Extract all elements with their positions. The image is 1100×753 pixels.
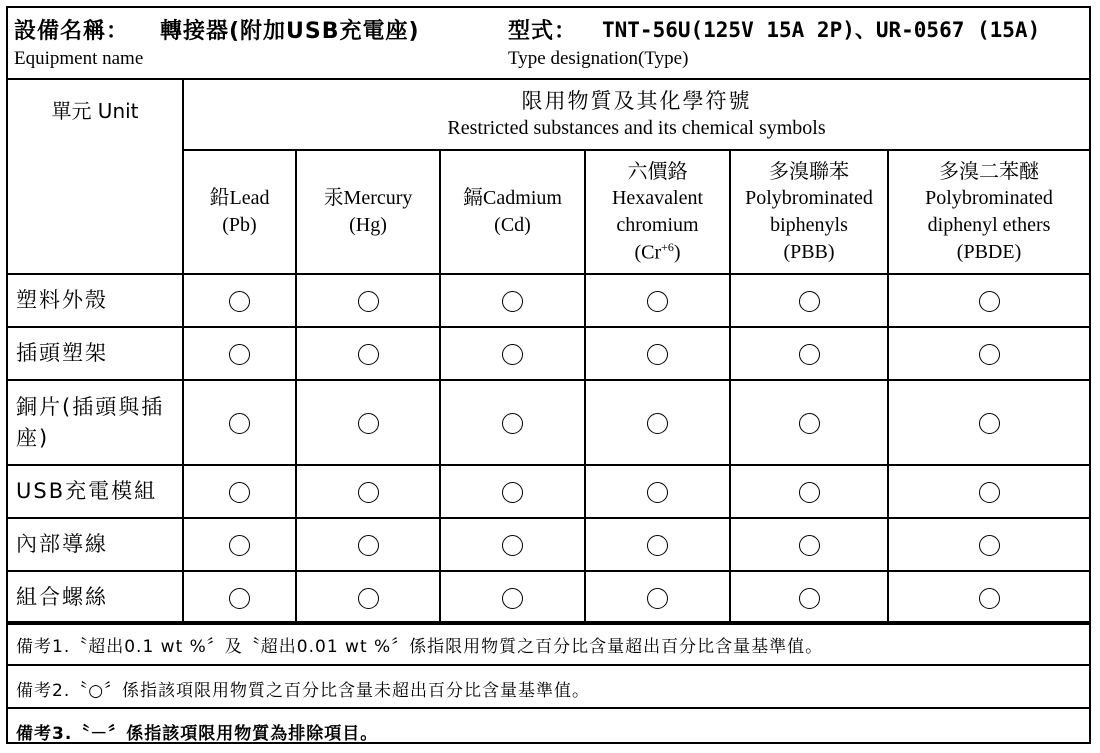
compliance-cell	[440, 327, 585, 380]
column-header-chromium-en2: chromium	[616, 213, 699, 236]
column-header-pbb-zh: 多溴聯苯	[769, 159, 849, 183]
column-header-mercury-symbol: (Hg)	[349, 214, 387, 236]
compliance-mark-circle	[799, 291, 820, 312]
compliance-mark-circle	[799, 535, 820, 556]
compliance-cell	[730, 380, 888, 465]
column-header-chromium-symbol: $(Cr^{+6})$	[634, 239, 681, 264]
type-value: TNT-56U(125V 15A 2P)、UR-0567 (15A)	[602, 18, 1041, 42]
compliance-cell	[183, 380, 296, 465]
compliance-mark-circle	[799, 344, 820, 365]
compliance-mark-circle	[799, 482, 820, 503]
remark-2: 備考2.〝○〞係指該項限用物質之百分比含量未超出百分比含量基準值。	[16, 681, 591, 701]
compliance-cell	[730, 518, 888, 571]
column-header-chromium-en1: Hexavalent	[611, 186, 704, 209]
compliance-mark-circle	[979, 413, 1000, 434]
compliance-mark-circle	[647, 291, 668, 312]
compliance-cell	[183, 571, 296, 624]
compliance-mark-circle	[358, 588, 379, 609]
equipment-name-label: 設備名稱：	[14, 19, 130, 44]
column-header-lead	[183, 150, 296, 274]
compliance-cell	[585, 327, 730, 380]
column-header-pbb-en2: biphenyls	[770, 214, 848, 236]
equipment-name-label-en: Equipment name	[14, 48, 144, 69]
restricted-substances-title-en: Restricted substances and its chemical symbols	[447, 117, 826, 140]
table-row	[8, 327, 1089, 380]
compliance-mark-circle	[229, 413, 250, 434]
compliance-cell	[730, 327, 888, 380]
table-row	[8, 274, 1089, 327]
column-header-pbb-symbol: (PBB)	[783, 241, 835, 263]
column-header-mercury-name: 汞Mercury	[323, 187, 413, 209]
compliance-cell	[730, 274, 888, 327]
compliance-mark-circle	[502, 344, 523, 365]
compliance-mark-circle	[979, 535, 1000, 556]
column-header-lead-symbol: (Pb)	[222, 214, 257, 236]
type-label-en: Type designation(Type)	[508, 48, 689, 69]
compliance-cell	[296, 571, 440, 624]
table-row	[8, 380, 1089, 465]
table-row	[8, 465, 1089, 518]
column-header-pbde	[888, 150, 1089, 274]
compliance-cell	[296, 327, 440, 380]
column-header-mercury	[296, 150, 440, 274]
compliance-cell	[440, 274, 585, 327]
column-header-cadmium	[440, 150, 585, 274]
compliance-cell	[888, 518, 1089, 571]
compliance-cell	[888, 571, 1089, 624]
compliance-cell	[183, 274, 296, 327]
column-header-cadmium-symbol: (Cd)	[494, 214, 531, 236]
compliance-mark-circle	[229, 588, 250, 609]
compliance-cell	[296, 380, 440, 465]
compliance-cell	[888, 274, 1089, 327]
column-header-pbde-en2: diphenyl ethers	[927, 214, 1051, 236]
rohs-declaration-sheet	[6, 6, 1091, 744]
compliance-cell	[296, 518, 440, 571]
unit-header-label: 單元 Unit	[51, 99, 139, 123]
compliance-mark-circle	[502, 413, 523, 434]
column-header-pbde-zh: 多溴二苯醚	[939, 159, 1040, 183]
compliance-mark-circle	[647, 413, 668, 434]
compliance-cell	[888, 465, 1089, 518]
column-header-lead-name: 鉛Lead	[209, 187, 270, 209]
compliance-mark-circle	[229, 482, 250, 503]
column-header-pbb-en1: Polybrominated	[745, 187, 873, 209]
table-row	[8, 571, 1089, 624]
restricted-substances-table	[8, 80, 1089, 625]
compliance-cell	[440, 518, 585, 571]
compliance-cell	[888, 380, 1089, 465]
compliance-mark-circle	[358, 535, 379, 556]
component-name: 插頭塑架	[8, 327, 183, 380]
column-header-hexavalent-chromium	[585, 150, 730, 274]
compliance-mark-circle	[229, 344, 250, 365]
compliance-mark-circle	[979, 291, 1000, 312]
table-row	[8, 518, 1089, 571]
column-header-pbde-en1: Polybrominated	[925, 187, 1053, 209]
unit-header-cell	[8, 80, 183, 274]
compliance-mark-circle	[358, 291, 379, 312]
compliance-cell	[585, 380, 730, 465]
compliance-mark-circle	[979, 588, 1000, 609]
remark-1: 備考1.〝超出0.1 wt %〞及〝超出0.01 wt %〞係指限用物質之百分比含量超出百分比含量基準值。	[16, 637, 824, 657]
compliance-mark-circle	[979, 344, 1000, 365]
component-name: 塑料外殼	[8, 274, 183, 327]
document-header	[8, 8, 1089, 80]
remark-3: 備考3.〝－〞係指該項限用物質為排除項目。	[16, 724, 379, 744]
compliance-cell	[183, 465, 296, 518]
remark-divider	[8, 621, 1089, 623]
compliance-mark-circle	[647, 344, 668, 365]
column-header-cadmium-name: 鎘Cadmium	[463, 187, 562, 209]
compliance-cell	[440, 380, 585, 465]
compliance-mark-circle	[799, 413, 820, 434]
compliance-cell	[440, 465, 585, 518]
remark-divider	[8, 664, 1089, 666]
compliance-cell	[585, 518, 730, 571]
compliance-cell	[730, 465, 888, 518]
component-name: 組合螺絲	[8, 571, 183, 624]
compliance-cell	[296, 274, 440, 327]
remark-divider	[8, 707, 1089, 709]
compliance-cell	[888, 327, 1089, 380]
component-name: USB充電模組	[8, 465, 183, 518]
compliance-mark-circle	[358, 482, 379, 503]
compliance-mark-circle	[799, 588, 820, 609]
equipment-name-value: 轉接器(附加USB充電座)	[160, 19, 420, 44]
compliance-mark-circle	[502, 291, 523, 312]
compliance-cell	[183, 518, 296, 571]
compliance-mark-circle	[358, 344, 379, 365]
compliance-cell	[585, 571, 730, 624]
compliance-mark-circle	[229, 291, 250, 312]
restricted-substances-header	[183, 80, 1089, 150]
compliance-mark-circle	[358, 413, 379, 434]
restricted-substances-title-zh: 限用物質及其化學符號	[521, 88, 752, 113]
compliance-cell	[585, 274, 730, 327]
compliance-mark-circle	[502, 482, 523, 503]
compliance-mark-circle	[502, 588, 523, 609]
component-name: 銅片(插頭與插座)	[8, 380, 183, 465]
compliance-cell	[183, 327, 296, 380]
compliance-mark-circle	[647, 482, 668, 503]
component-name: 內部導線	[8, 518, 183, 571]
type-label: 型式：	[508, 19, 578, 44]
column-header-pbb	[730, 150, 888, 274]
column-header-chromium-zh: 六價鉻	[627, 158, 688, 183]
compliance-mark-circle	[647, 588, 668, 609]
compliance-cell	[440, 571, 585, 624]
compliance-mark-circle	[979, 482, 1000, 503]
column-header-pbde-symbol: (PBDE)	[956, 241, 1022, 263]
compliance-cell	[730, 571, 888, 624]
compliance-cell	[296, 465, 440, 518]
compliance-cell	[585, 465, 730, 518]
compliance-mark-circle	[502, 535, 523, 556]
compliance-mark-circle	[647, 535, 668, 556]
compliance-mark-circle	[229, 535, 250, 556]
